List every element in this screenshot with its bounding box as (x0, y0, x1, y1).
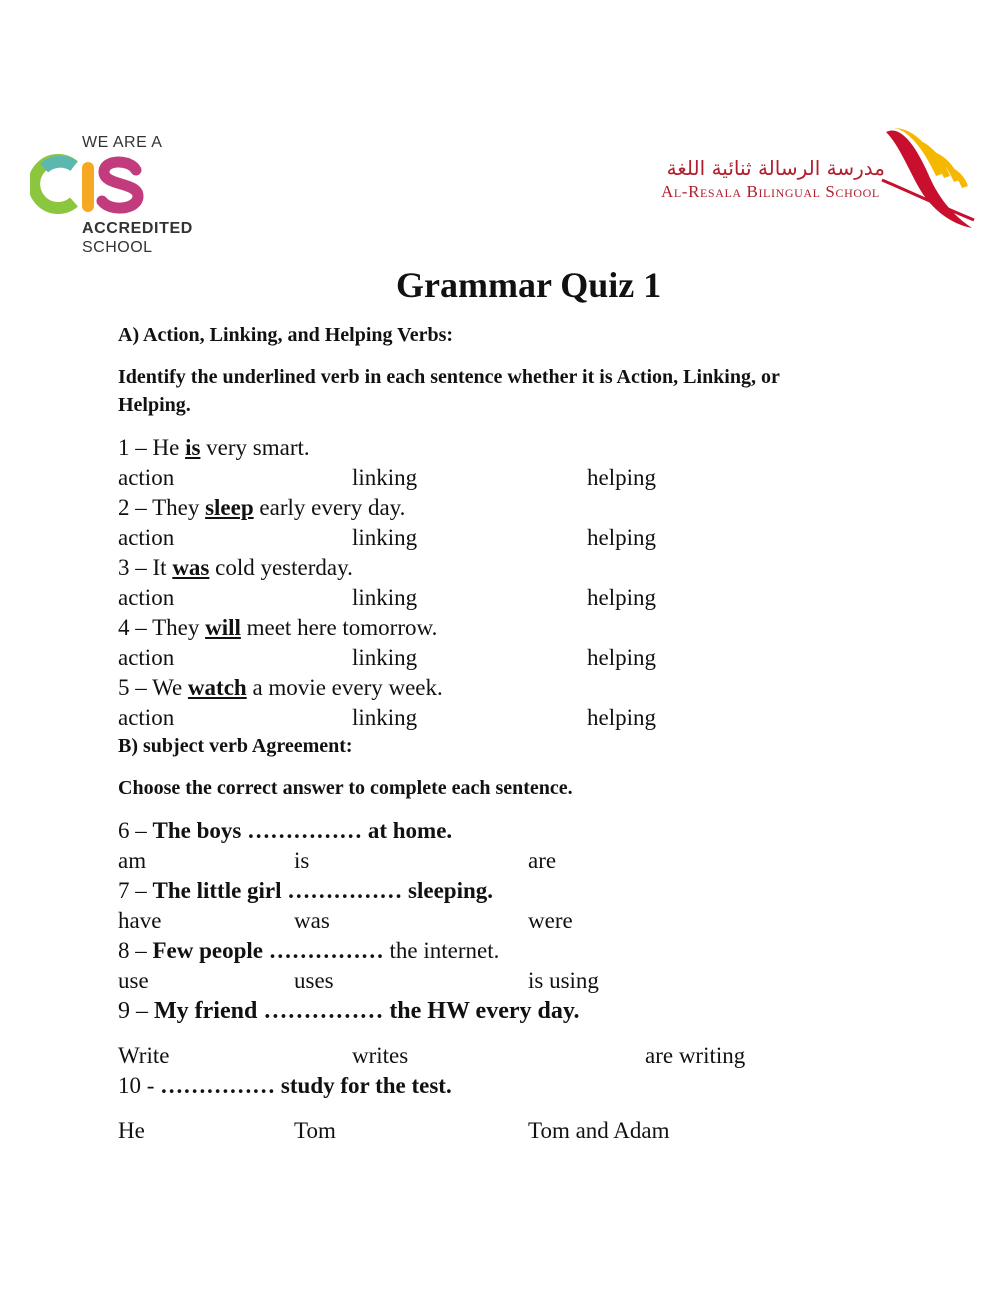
question-5: 5 – We watch a movie every week. (118, 675, 443, 700)
cis-school: SCHOOL (82, 239, 153, 256)
section-b-heading: B) subject verb Agreement: (118, 735, 353, 757)
q10-option-1[interactable]: He (118, 1118, 145, 1143)
question-2: 2 – They sleep early every day. (118, 495, 406, 520)
question-6: 6 – The boys …………… at home. (118, 818, 453, 843)
q9-option-3[interactable]: are writing (645, 1043, 746, 1068)
section-a-heading: A) Action, Linking, and Helping Verbs: (118, 324, 454, 346)
q8-option-2[interactable]: uses (294, 968, 334, 993)
underlined-verb: watch (187, 675, 247, 700)
section-b-instruction: Choose the correct answer to complete each sentence. (118, 777, 573, 799)
question-9: 9 – My friend …………… the HW every day. (118, 998, 580, 1024)
q1-option-action[interactable]: action (118, 465, 175, 490)
cis-mark-icon (30, 154, 145, 216)
q8-option-1[interactable]: use (118, 968, 149, 993)
school-name-english: Al-Resala Bilingual School (661, 182, 880, 201)
underlined-verb: will (205, 615, 241, 640)
q1-option-helping[interactable]: helping (587, 465, 656, 490)
q6-option-3[interactable]: are (528, 848, 557, 873)
q5-option-action[interactable]: action (118, 705, 175, 730)
school-logo (655, 120, 980, 232)
q9-option-2[interactable]: writes (352, 1043, 409, 1068)
question-8: 8 – Few people …………… the internet. (118, 938, 500, 963)
cis-we-are-a: WE ARE A (82, 134, 163, 151)
school-emblem-icon (880, 120, 976, 232)
school-name-arabic: مدرسة الرسالة ثنائية اللغة (666, 156, 885, 180)
underlined-verb: sleep (205, 495, 254, 520)
q2-option-linking[interactable]: linking (352, 525, 418, 550)
section-a-instruction-line2: Helping. (118, 394, 191, 416)
quiz-title: Grammar Quiz 1 (396, 265, 662, 305)
q4-option-linking[interactable]: linking (352, 645, 418, 670)
q1-option-linking[interactable]: linking (352, 465, 418, 490)
underlined-verb: is (185, 435, 201, 460)
q3-option-helping[interactable]: helping (587, 585, 656, 610)
question-4: 4 – They will meet here tomorrow. (118, 615, 438, 640)
q5-option-linking[interactable]: linking (352, 705, 418, 730)
q5-option-helping[interactable]: helping (587, 705, 656, 730)
q6-option-2[interactable]: is (294, 848, 310, 873)
question-3: 3 – It was cold yesterday. (118, 555, 353, 580)
q10-option-2[interactable]: Tom (294, 1118, 336, 1143)
q4-option-helping[interactable]: helping (587, 645, 656, 670)
question-1: 1 – He is very smart. (118, 435, 310, 460)
q2-option-helping[interactable]: helping (587, 525, 656, 550)
q2-option-action[interactable]: action (118, 525, 175, 550)
q10-option-3[interactable]: Tom and Adam (528, 1118, 670, 1143)
q4-option-action[interactable]: action (118, 645, 175, 670)
q6-option-1[interactable]: am (118, 848, 147, 873)
q3-option-action[interactable]: action (118, 585, 175, 610)
q8-option-3[interactable]: is using (528, 968, 599, 993)
cis-accreditation-logo (30, 132, 220, 257)
question-7: 7 – The little girl …………… sleeping. (118, 878, 494, 903)
cis-accredited: ACCREDITED (82, 220, 193, 237)
q7-option-3[interactable]: were (528, 908, 573, 933)
underlined-verb: was (172, 555, 210, 580)
q3-option-linking[interactable]: linking (352, 585, 418, 610)
q7-option-1[interactable]: have (118, 908, 162, 933)
q7-option-2[interactable]: was (294, 908, 330, 933)
q9-option-1[interactable]: Write (118, 1043, 170, 1068)
section-a-instruction-line1: Identify the underlined verb in each sentence whether it is Action, Linking, or (118, 366, 780, 388)
question-10: 10 - …………… study for the test. (118, 1073, 452, 1098)
